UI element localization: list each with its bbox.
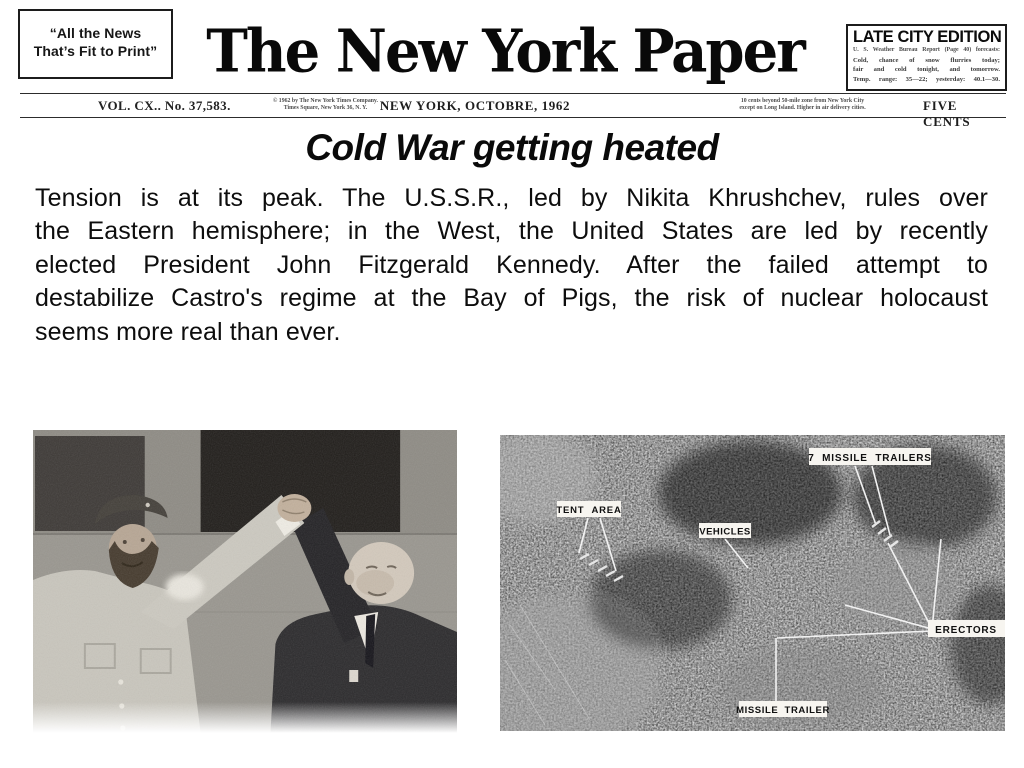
edition-title: LATE CITY EDITION <box>853 28 1002 46</box>
copyright-line-2: Times Square, New York 36, N. Y. <box>283 105 368 111</box>
weather-line-4: Temp. range: 35—22; yesterday: 40.1—30. <box>853 75 1000 83</box>
zone-price-note <box>720 98 885 112</box>
volume-number: VOL. CX.. No. 37,583. <box>98 98 231 113</box>
newspaper-title: The New York Paper <box>206 16 804 87</box>
label-vehicles <box>699 523 751 538</box>
late-city-edition-box <box>846 24 1007 91</box>
zone-line-2: except on Long Island. Higher in air delivery cities. <box>739 105 866 111</box>
zone-line-1: 10 cents beyond 50-mile zone from New York City <box>740 98 865 104</box>
castro-khrushchev-photo <box>33 430 457 733</box>
body-line: seems more real than ever. <box>35 317 341 346</box>
label-erectors <box>928 620 1005 637</box>
aerial-reconnaissance-photo <box>500 435 1005 731</box>
dateline-date: NEW YORK, OCTOBRE, 1962 <box>379 98 571 113</box>
label-7-missile-trailers <box>808 448 932 465</box>
body-line: destabilize Castro's regime at the Bay of Pigs, the risk of nuclear holocaust <box>35 284 988 313</box>
label-tent-area <box>556 501 621 517</box>
castro-khrushchev-illustration <box>33 430 457 733</box>
copyright-line-1: © 1962 by The New York Times Company. <box>273 98 378 104</box>
weather-line-3: fair and cold tonight, and tomorrow. <box>853 66 1000 74</box>
aerial-illustration <box>500 435 1005 731</box>
body-line: the Eastern hemisphere; in the West, the United States are led by recently <box>35 217 988 246</box>
weather-line-2: Cold, chance of snow flurries today; <box>853 56 1000 64</box>
motto-line-1: “All the News <box>49 25 142 41</box>
label-missile-trailer-text: MISSILE TRAILER <box>736 705 830 716</box>
motto-box <box>18 9 173 79</box>
motto-line-2: That’s Fit to Print” <box>33 43 158 59</box>
body-line: elected President John Fitzgerald Kennedy. After the failed attempt to <box>35 250 988 279</box>
weather-line-1: U. S. Weather Bureau Report (Page 40) forecasts: <box>853 47 1000 53</box>
price: FIVE CENTS <box>923 98 971 129</box>
label-tent-area-text: TENT AREA <box>556 505 622 516</box>
label-vehicles-text: VEHICLES <box>699 526 751 538</box>
article-headline: Cold War getting heated <box>305 127 719 168</box>
dateline-strip <box>20 93 1006 129</box>
label-7-missile-trailers-text: 7 MISSILE TRAILERS <box>808 453 932 464</box>
label-missile-trailer <box>736 701 830 717</box>
body-line: Tension is at its peak. The U.S.S.R., led by Nikita Khrushchev, rules over <box>35 184 988 212</box>
article-body <box>35 182 988 349</box>
label-erectors-text: ERECTORS <box>935 625 997 636</box>
